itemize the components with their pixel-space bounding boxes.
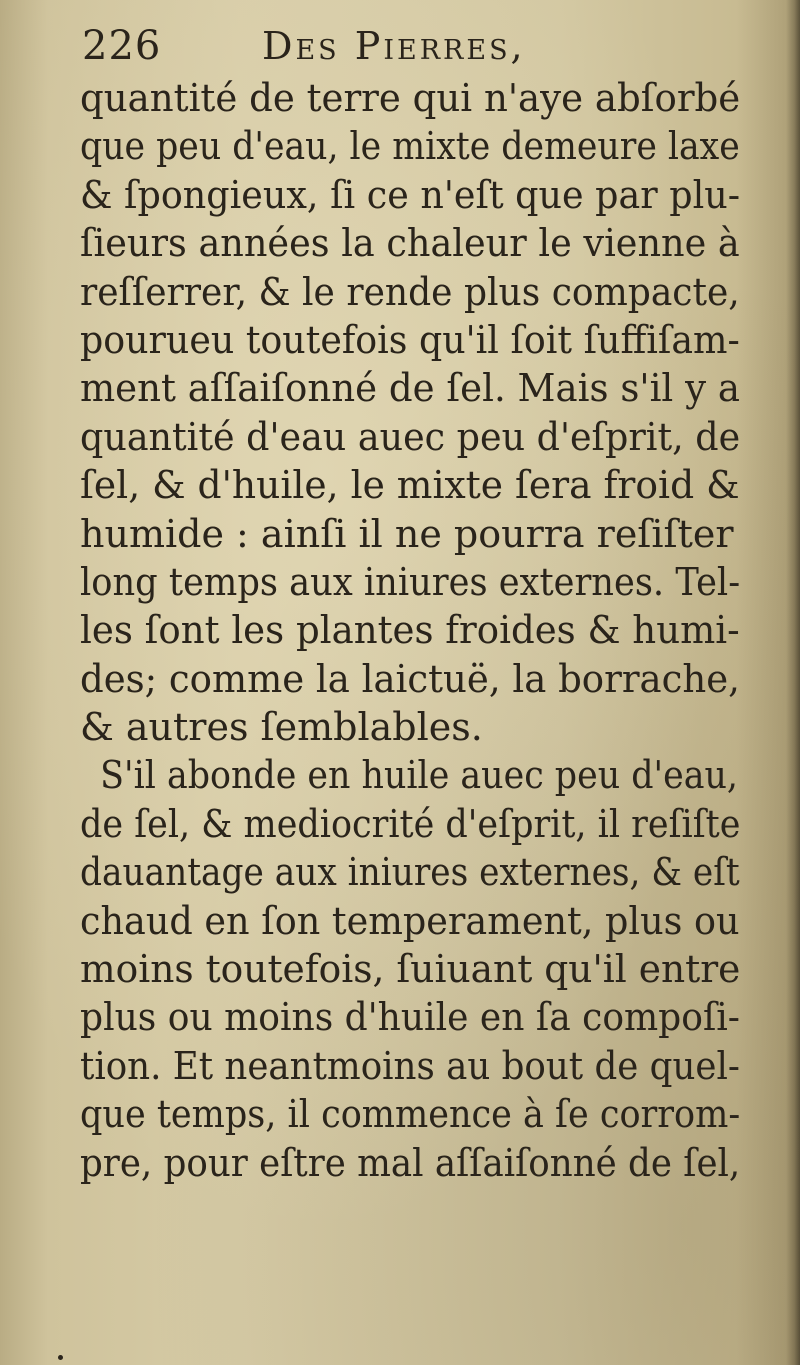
text-line: que temps, il commence à ſe corrom- bbox=[80, 1092, 741, 1137]
text-line: des; comme la laictuë, la borrache, bbox=[80, 656, 740, 701]
text-line: pre, pour eſtre mal aſſaiſonné de ſel, bbox=[80, 1140, 741, 1185]
text-line: quantité de terre qui n'aye abſorbé bbox=[80, 76, 741, 120]
text-line: pouruеu toutefois qu'il ſoit ſuffiſam- bbox=[80, 317, 740, 362]
text-line: dauantage aux iniures externes, & eſt bbox=[80, 850, 740, 895]
text-line: reſſerrer, & le rende plus compacte, bbox=[80, 269, 740, 314]
text-line: ſel, & d'huile, le mixte ſera froid & bbox=[80, 463, 740, 508]
text-line: ſieurs années la chaleur le vienne à bbox=[80, 221, 740, 266]
text-line: long temps aux iniures externes. Tel- bbox=[80, 559, 741, 604]
text-line: ment aſſaiſonné de ſel. Mais s'il y a bbox=[80, 366, 740, 411]
text-line: quantité d'eau auec peu d'eſprit, de bbox=[80, 414, 741, 459]
running-head-title: Des Pierres, bbox=[262, 24, 526, 68]
text-line: S'il abonde en huile auec peu d'eau, bbox=[100, 753, 738, 798]
page-number: 226 bbox=[82, 23, 162, 69]
text-line: chaud en ſon temperament, plus ou bbox=[80, 898, 740, 943]
text-line: de ſel, & mediocrité d'eſprit, il reſiſte bbox=[80, 801, 741, 846]
running-head bbox=[82, 18, 732, 78]
body-text bbox=[80, 74, 740, 1187]
page-edge-shadow bbox=[786, 0, 800, 1365]
text-line: que peu d'eau, le mixte demeure laxe bbox=[80, 124, 740, 169]
text-line: moins toutefois, ſuiuant qu'il entre bbox=[80, 947, 741, 992]
text-line: & ſpongieux, ſi ce n'eſt que par plu- bbox=[80, 172, 741, 217]
text-line: & autres ſemblables. bbox=[80, 705, 483, 750]
text-line: humide : ainſi il ne pourra reſiſter bbox=[80, 511, 734, 556]
text-line: tion. Et neantmoins au bout de quel- bbox=[80, 1043, 740, 1088]
ink-speck bbox=[58, 1355, 63, 1360]
text-line: plus ou moins d'huile en ſa compoſi- bbox=[80, 995, 740, 1040]
text-line: les ſont les plantes froides & humi- bbox=[80, 608, 740, 653]
